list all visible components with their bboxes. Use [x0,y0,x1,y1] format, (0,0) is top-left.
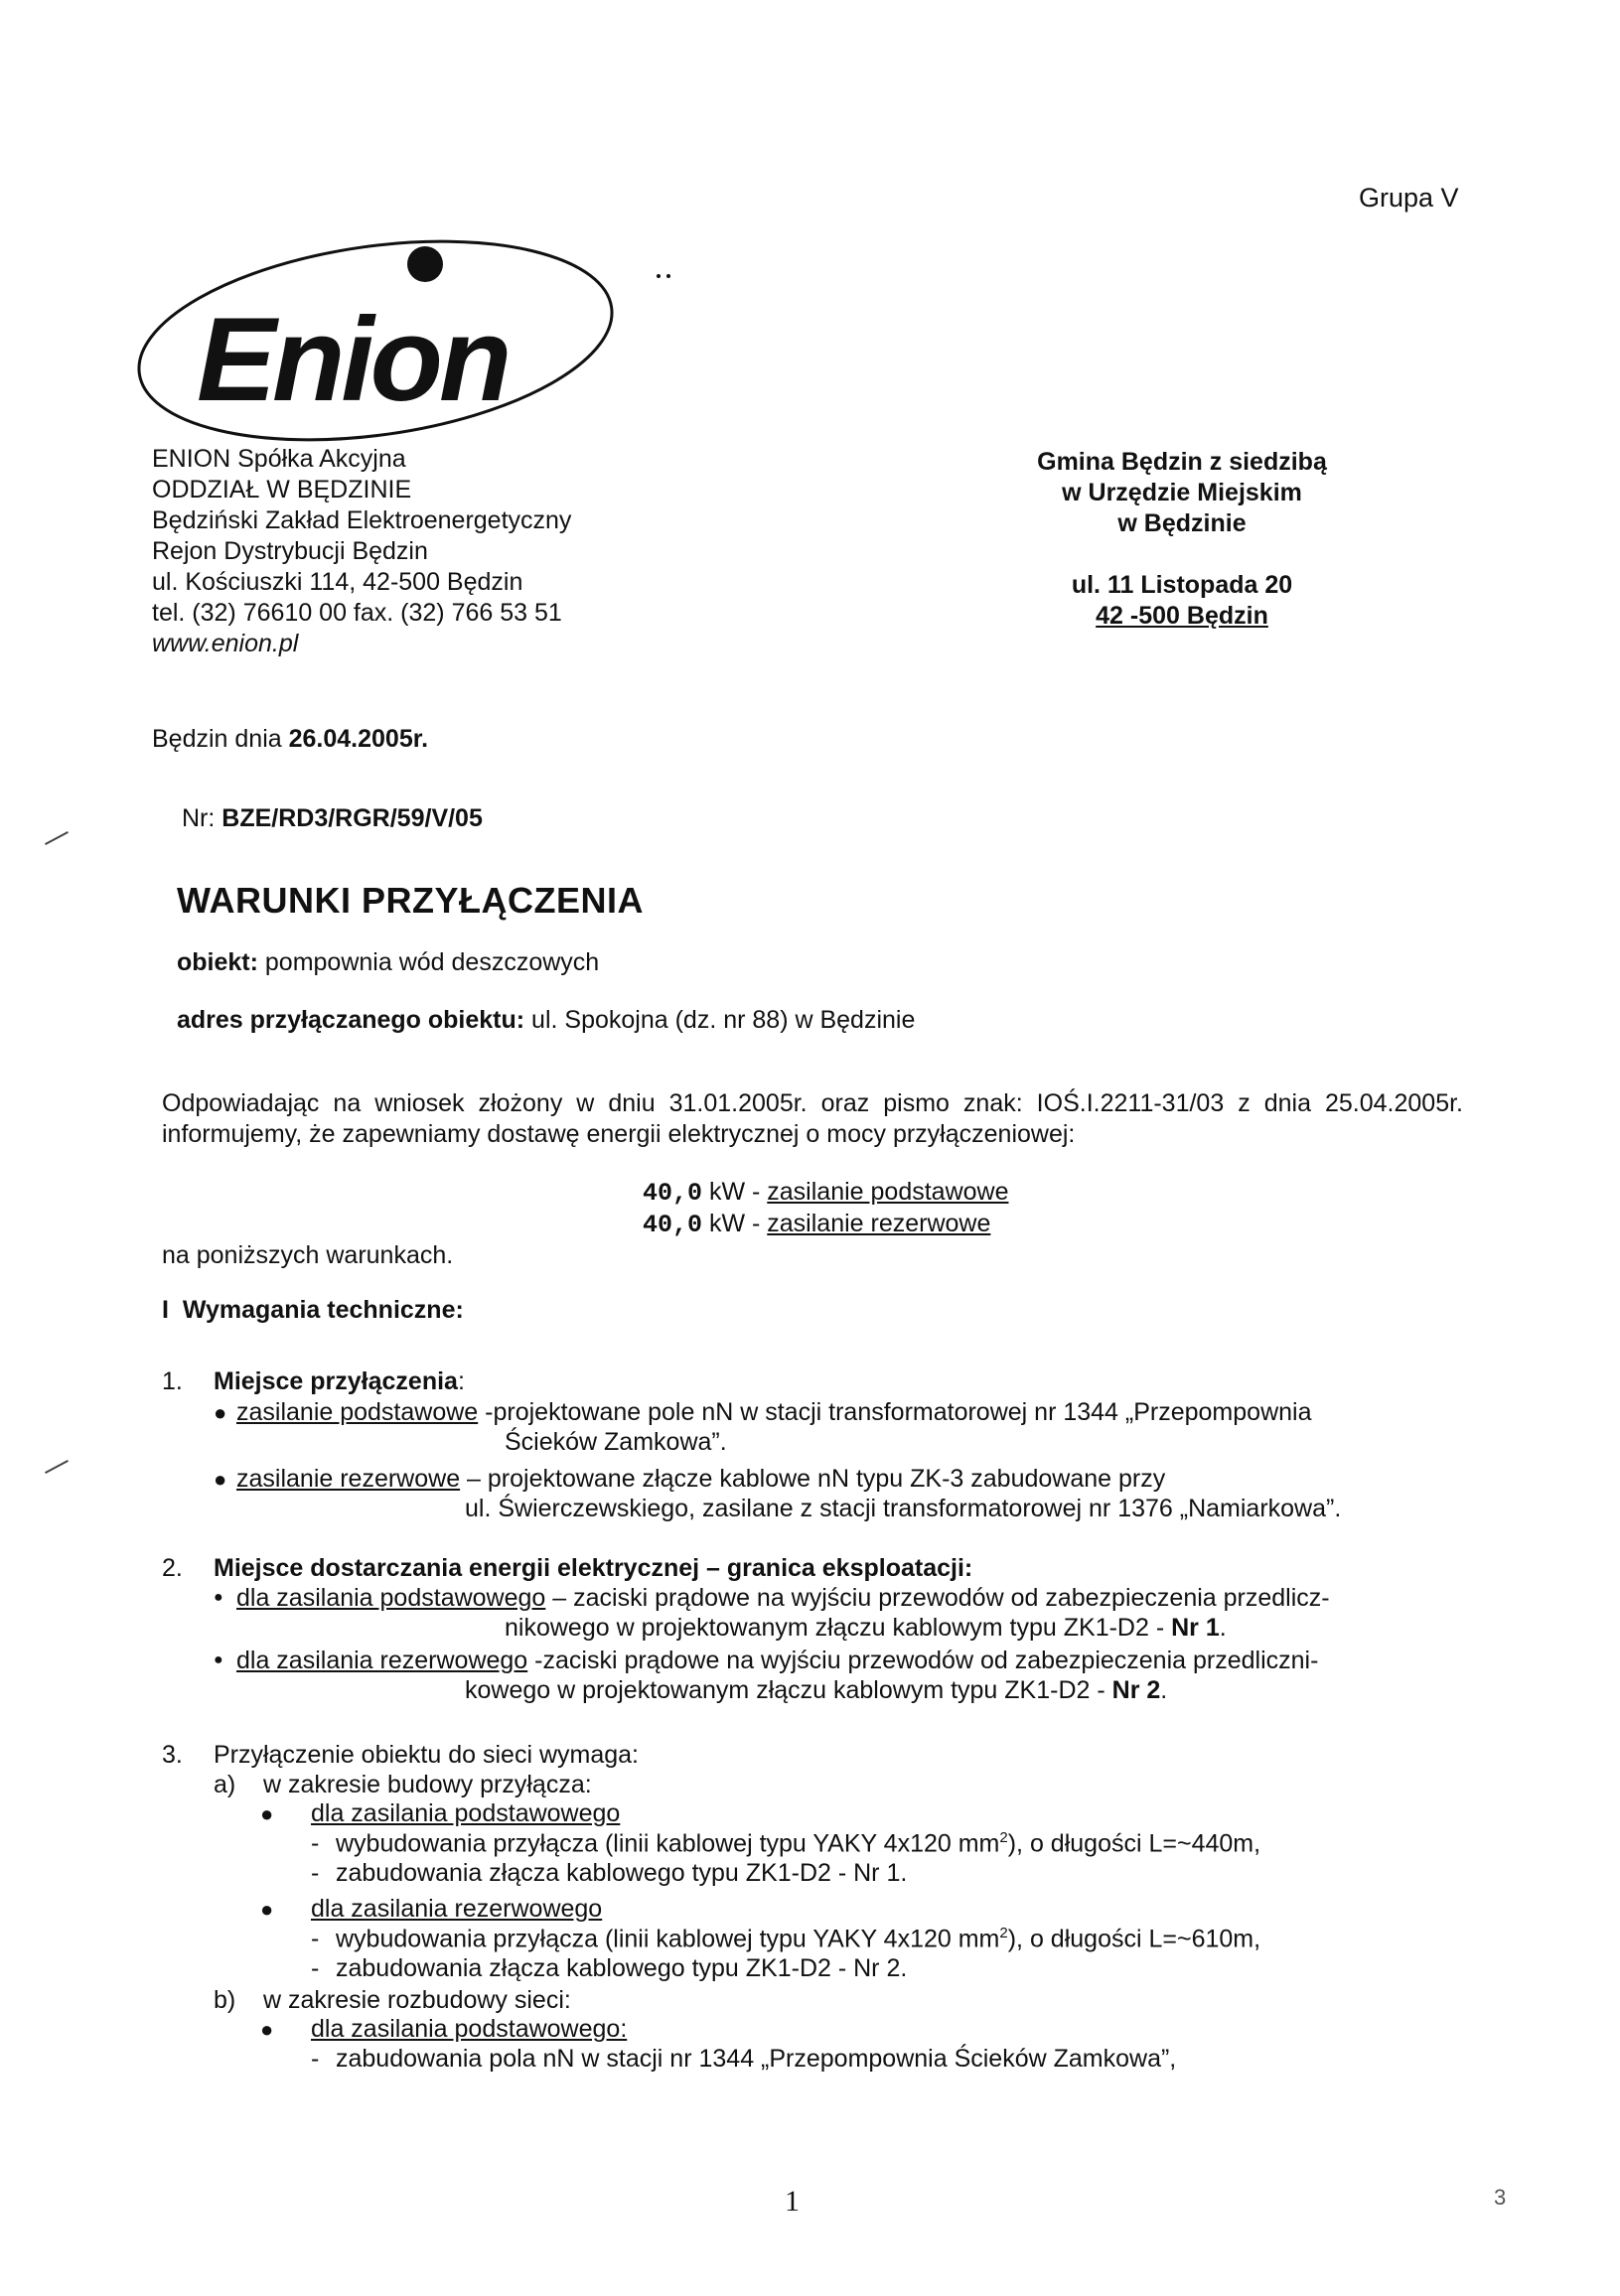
enion-logo [127,236,683,450]
section-title-colon: : [457,1367,465,1395]
object-label: obiekt: [177,948,258,976]
detail-text: ), o długości L=~610m, [1007,1925,1261,1953]
detail-sup: 2 [999,1925,1008,1941]
bullet-icon: ● [260,1801,274,1826]
dash-icon: - [311,2045,320,2073]
margin-mark [45,1460,69,1474]
item-ref: Nr 2 [1111,1676,1161,1704]
item-ref: Nr 1 [1171,1614,1220,1642]
section-title: Miejsce dostarczania energii elektrycznej – granica eksploatacji: [214,1554,973,1582]
power-desc: zasilanie podstawowe [767,1178,1009,1206]
sender-website: www.enion.pl [152,630,299,657]
item-end: . [1219,1614,1227,1642]
document-date [152,725,428,754]
sender-block [152,444,571,659]
bullet-icon: ● [214,1589,223,1606]
bullet-icon: ● [214,1400,227,1425]
item-text-cont: ul. Świerczewskiego, zasilane z stacji transformatorowej nr 1376 „Namiarkowa”. [465,1495,1342,1522]
detail-text: wybudowania przyłącza (linii kablowej typu YAKY 4x120 mm [336,1829,1000,1858]
svg-text:Enion: Enion [197,293,509,426]
subsection-title: w zakresie budowy przyłącza: [263,1771,592,1798]
group-label: dla zasilania podstawowego: [311,2015,628,2043]
address-value: ul. Spokojna (dz. nr 88) w Będzinie [524,1006,916,1034]
detail-line [336,1829,1260,1858]
section-number: 2. [162,1554,183,1582]
item-text-cont: Ścieków Zamkowa”. [505,1428,727,1456]
address-line [177,1006,915,1035]
subsection-title: w zakresie rozbudowy sieci: [263,1986,571,2014]
requirements-numeral: I [162,1296,169,1324]
recipient-street: ul. 11 Listopada 20 [1071,571,1293,599]
corner-mark: 3 [1494,2185,1507,2210]
item-text: – projektowane złącze kablowe nN typu ZK-3 zabudowane przy [460,1465,1166,1493]
power-desc: zasilanie rezerwowe [767,1210,991,1237]
section-number: 1. [162,1367,183,1395]
requirements-heading [162,1296,464,1325]
list-item [236,1398,1312,1427]
sender-line: Będziński Zakład Elektroenergetyczny [152,506,572,534]
list-item [236,1584,1330,1613]
sender-line: ENION Spółka Akcyjna [152,445,406,473]
subsection-letter: b) [214,1986,236,2014]
recipient-line: w Urzędzie Miejskim [1062,479,1302,506]
item-label: zasilanie podstawowe [236,1398,479,1426]
detail-text: wybudowania przyłącza (linii kablowej typu YAKY 4x120 mm [336,1925,1000,1953]
document-title: WARUNKI PRZYŁĄCZENIA [177,880,644,921]
margin-mark [45,831,69,845]
date-prefix: Będzin dnia [152,725,289,753]
detail-text: ), o długości L=~440m, [1007,1829,1261,1858]
bullet-icon: ● [214,1651,223,1668]
power-value: 40,0 [643,1211,703,1239]
power-row [643,1177,1008,1209]
group-label: dla zasilania rezerwowego [311,1895,603,1923]
item-label: zasilanie rezerwowe [236,1465,461,1493]
detail-line: zabudowania pola nN w stacji nr 1344 „Przepompownia Ścieków Zamkowa”, [336,2045,1177,2073]
recipient-block [1013,447,1351,632]
item-text-cont [505,1614,1227,1643]
conditions-text: na poniższych warunkach. [162,1241,454,1269]
object-value: pompownia wód deszczowych [257,948,600,976]
recipient-line: Gmina Będzin z siedzibą [1037,448,1327,476]
dash-icon: - [311,1859,320,1887]
item-text-cont [465,1676,1167,1705]
item-text: -zaciski prądowe na wyjściu przewodów od zabezpieczenia przedliczni- [527,1647,1319,1674]
subsection-letter: a) [214,1771,236,1798]
detail-sup: 2 [999,1829,1008,1846]
detail-line [336,1925,1260,1953]
sender-line: ul. Kościuszki 114, 42-500 Będzin [152,568,523,596]
reference-number [182,804,483,833]
section-title [214,1367,465,1396]
power-row [643,1209,1008,1240]
list-item [236,1647,1318,1675]
item-label: dla zasilania rezerwowego [236,1647,528,1674]
intro-paragraph: Odpowiadając na wniosek złożony w dniu 31.01.2005r. oraz pismo znak: IOŚ.I.2211-31/03 z dnia 25.04.2005r. informujemy, że zapewniamy dostawę energii elektrycznej o mocy przyłączeniowej: [162,1089,1463,1148]
address-label: adres przyłączanego obiektu: [177,1006,525,1034]
power-unit: kW - [702,1210,768,1237]
bullet-icon: ● [260,1897,274,1922]
date-value: 26.04.2005r. [288,725,429,753]
detail-line: zabudowania złącza kablowego typu ZK1-D2 - Nr 2. [336,1954,908,1982]
group-label: dla zasilania podstawowego [311,1799,621,1827]
dash-icon: - [311,1829,320,1857]
dash-icon: - [311,1954,320,1982]
power-unit: kW - [702,1178,768,1206]
item-text: -projektowane pole nN w stacji transformatorowej nr 1344 „Przepompownia [478,1398,1312,1426]
power-list [643,1177,1008,1240]
reference-value: BZE/RD3/RGR/59/V/05 [221,804,483,832]
requirements-text: Wymagania techniczne: [182,1296,464,1324]
item-end: . [1160,1676,1168,1704]
recipient-city: 42 -500 Będzin [1096,602,1268,630]
power-value: 40,0 [643,1179,703,1208]
section-number: 3. [162,1741,183,1769]
object-line [177,948,599,977]
reference-prefix: Nr: [182,804,222,832]
item-text: nikowego w projektowanym złączu kablowym typu ZK1-D2 - [505,1614,1172,1642]
recipient-line: w Będzinie [1117,509,1247,537]
page-number: 1 [785,2185,800,2218]
list-item [236,1465,1165,1494]
detail-line: zabudowania złącza kablowego typu ZK1-D2 - Nr 1. [336,1859,908,1887]
item-label: dla zasilania podstawowego [236,1584,546,1612]
sender-line: Rejon Dystrybucji Będzin [152,537,428,565]
section-title: Przyłączenie obiektu do sieci wymaga: [214,1741,639,1769]
group-label: Grupa V [1359,183,1459,213]
item-text: – zaciski prądowe na wyjściu przewodów od zabezpieczenia przedlicz- [545,1584,1330,1612]
bullet-icon: ● [260,2017,274,2042]
sender-line: ODDZIAŁ W BĘDZINIE [152,476,412,503]
bullet-icon: ● [214,1467,227,1492]
dash-icon: - [311,1925,320,1952]
sender-line: tel. (32) 76610 00 fax. (32) 766 53 51 [152,599,562,627]
section-title-text: Miejsce przyłączenia [214,1367,458,1395]
item-text: kowego w projektowanym złączu kablowym typu ZK1-D2 - [465,1676,1112,1704]
